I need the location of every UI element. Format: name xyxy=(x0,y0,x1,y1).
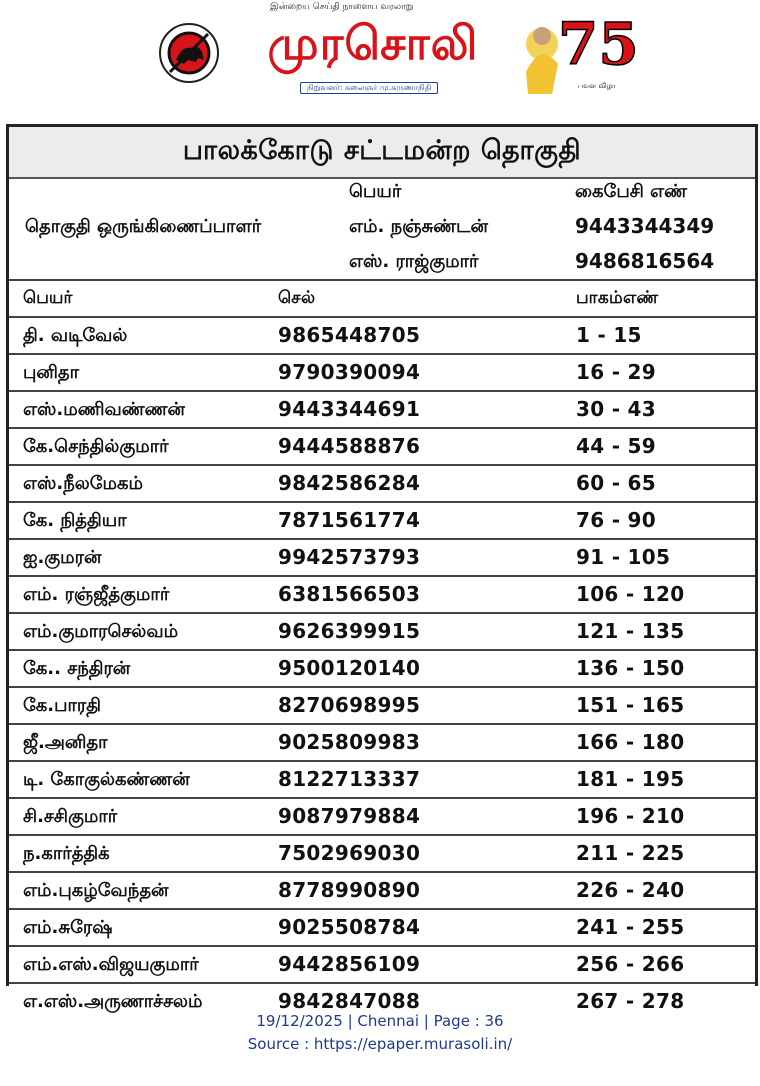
member-name: புனிதா xyxy=(23,362,80,383)
member-name: கே.செந்தில்குமார் xyxy=(23,436,169,457)
booth-range: 241 - 255 xyxy=(576,915,685,939)
member-phone: 9025809983 xyxy=(278,730,421,754)
member-phone: 9790390094 xyxy=(278,360,421,384)
booth-range: 106 - 120 xyxy=(576,582,685,606)
member-name: எம்.எஸ்.விஜயகுமார் xyxy=(23,954,199,975)
booth-range: 211 - 225 xyxy=(576,841,685,865)
coordinator-name: எஸ். ராஜ்குமார் xyxy=(349,251,479,272)
source-link[interactable]: Source : https://epaper.murasoli.in/ xyxy=(247,1035,513,1053)
member-phone: 9025508784 xyxy=(278,915,421,939)
coordinator-phone: 9486816564 xyxy=(575,249,715,273)
table-row xyxy=(9,651,755,688)
member-name: ஐ.குமரன் xyxy=(23,547,102,568)
member-phone: 9842586284 xyxy=(278,471,421,495)
member-phone: 9500120140 xyxy=(278,656,421,680)
booth-range: 1 - 15 xyxy=(576,323,642,347)
table-row xyxy=(9,577,755,614)
booth-range: 151 - 165 xyxy=(576,693,685,717)
masthead xyxy=(150,0,639,104)
member-name: எஸ்.நீலமேகம் xyxy=(23,473,143,494)
table-frame-right xyxy=(755,124,758,986)
booth-range: 267 - 278 xyxy=(576,989,685,1013)
coordinator-name: எம். நஞ்சுண்டன் xyxy=(349,216,488,237)
member-phone: 9626399915 xyxy=(278,619,421,643)
member-phone: 7871561774 xyxy=(278,508,421,532)
edition-info: 19/12/2025 | Chennai | Page : 36 xyxy=(256,1012,504,1030)
table-row xyxy=(9,873,755,910)
member-phone: 8778990890 xyxy=(278,878,421,902)
member-name: கே.பாரதி xyxy=(23,695,101,716)
coordinator-section xyxy=(9,179,755,281)
table-row xyxy=(9,466,755,503)
table-row xyxy=(9,947,755,984)
booth-range: 256 - 266 xyxy=(576,952,685,976)
anniversary-label: பவள விழா xyxy=(578,82,616,90)
booth-range: 91 - 105 xyxy=(576,545,671,569)
member-name: எஸ்.மணிவண்ணன் xyxy=(23,399,185,420)
member-phone: 8270698995 xyxy=(278,693,421,717)
member-name: ந.கார்த்திக் xyxy=(23,843,110,864)
member-name: தி. வடிவேல் xyxy=(23,325,128,346)
member-name: கே.. சந்திரன் xyxy=(23,658,131,679)
constituency-title: பாலக்கோடு சட்டமன்ற தொகுதி xyxy=(9,127,755,179)
masthead-brand: முரசொலி xyxy=(267,15,479,70)
member-name: எம்.சுரேஷ் xyxy=(23,917,113,938)
table-row xyxy=(9,688,755,725)
coordinator-role: தொகுதி ஒருங்கிணைப்பாளர் xyxy=(25,216,262,237)
table-row xyxy=(9,318,755,355)
member-phone: 9444588876 xyxy=(278,434,421,458)
booth-range: 136 - 150 xyxy=(576,656,685,680)
member-phone: 8122713337 xyxy=(278,767,421,791)
table-row xyxy=(9,799,755,836)
member-phone: 9842847088 xyxy=(278,989,421,1013)
coordinator-name-header: பெயர் xyxy=(349,181,402,202)
masthead-founder: நிறுவனர்: கலைஞர் மு.கருணாநிதி xyxy=(300,82,438,94)
member-name: கே. நித்தியா xyxy=(23,510,127,531)
member-phone: 7502969030 xyxy=(278,841,421,865)
member-phone: 9865448705 xyxy=(278,323,421,347)
booth-range: 16 - 29 xyxy=(576,360,656,384)
table-row xyxy=(9,540,755,577)
booth-range: 226 - 240 xyxy=(576,878,685,902)
constituency-table xyxy=(6,124,758,1013)
table-row xyxy=(9,725,755,762)
booth-range: 30 - 43 xyxy=(576,397,656,421)
coordinator-phone-header: கைபேசி எண் xyxy=(575,181,688,202)
table-row xyxy=(9,910,755,947)
column-header-part: பாகம்எண் xyxy=(576,288,659,308)
member-phone: 9087979884 xyxy=(278,804,421,828)
member-name: டி. கோகுல்கண்ணன் xyxy=(23,769,190,790)
table-row xyxy=(9,836,755,873)
page-footer xyxy=(0,1010,760,1056)
anniversary-75-icon xyxy=(512,2,639,100)
table-row xyxy=(9,614,755,651)
table-header-row xyxy=(9,281,755,318)
member-phone: 9443344691 xyxy=(278,397,421,421)
table-row xyxy=(9,355,755,392)
booth-range: 196 - 210 xyxy=(576,804,685,828)
column-header-name: பெயர் xyxy=(23,288,73,308)
member-phone: 9442856109 xyxy=(278,952,421,976)
column-header-phone: செல் xyxy=(278,288,316,308)
table-row xyxy=(9,503,755,540)
table-body xyxy=(9,318,755,1019)
booth-range: 76 - 90 xyxy=(576,508,656,532)
table-row xyxy=(9,392,755,429)
member-name: எம்.குமாரசெல்வம் xyxy=(23,621,179,642)
member-phone: 9942573793 xyxy=(278,545,421,569)
member-name: எம்.புகழ்வேந்தன் xyxy=(23,880,169,901)
member-phone: 6381566503 xyxy=(278,582,421,606)
booth-range: 60 - 65 xyxy=(576,471,656,495)
member-name: ஜீ.அனிதா xyxy=(23,732,108,753)
masthead-tagline: இன்றைய செய்தி நாளைய வரலாறு xyxy=(270,2,414,12)
table-row xyxy=(9,429,755,466)
booth-range: 181 - 195 xyxy=(576,767,685,791)
booth-range: 44 - 59 xyxy=(576,434,656,458)
booth-table xyxy=(9,281,755,1019)
anniversary-number: 75 xyxy=(558,10,639,78)
booth-range: 121 - 135 xyxy=(576,619,685,643)
coordinator-phone: 9443344349 xyxy=(575,214,715,238)
member-name: எ.எஸ்.அருணாச்சலம் xyxy=(23,991,203,1012)
member-name: சி.சசிகுமார் xyxy=(23,806,118,827)
member-name: எம். ரஞ்ஜீத்குமார் xyxy=(23,584,170,605)
party-emblem-icon xyxy=(158,22,220,84)
table-row xyxy=(9,762,755,799)
booth-range: 166 - 180 xyxy=(576,730,685,754)
